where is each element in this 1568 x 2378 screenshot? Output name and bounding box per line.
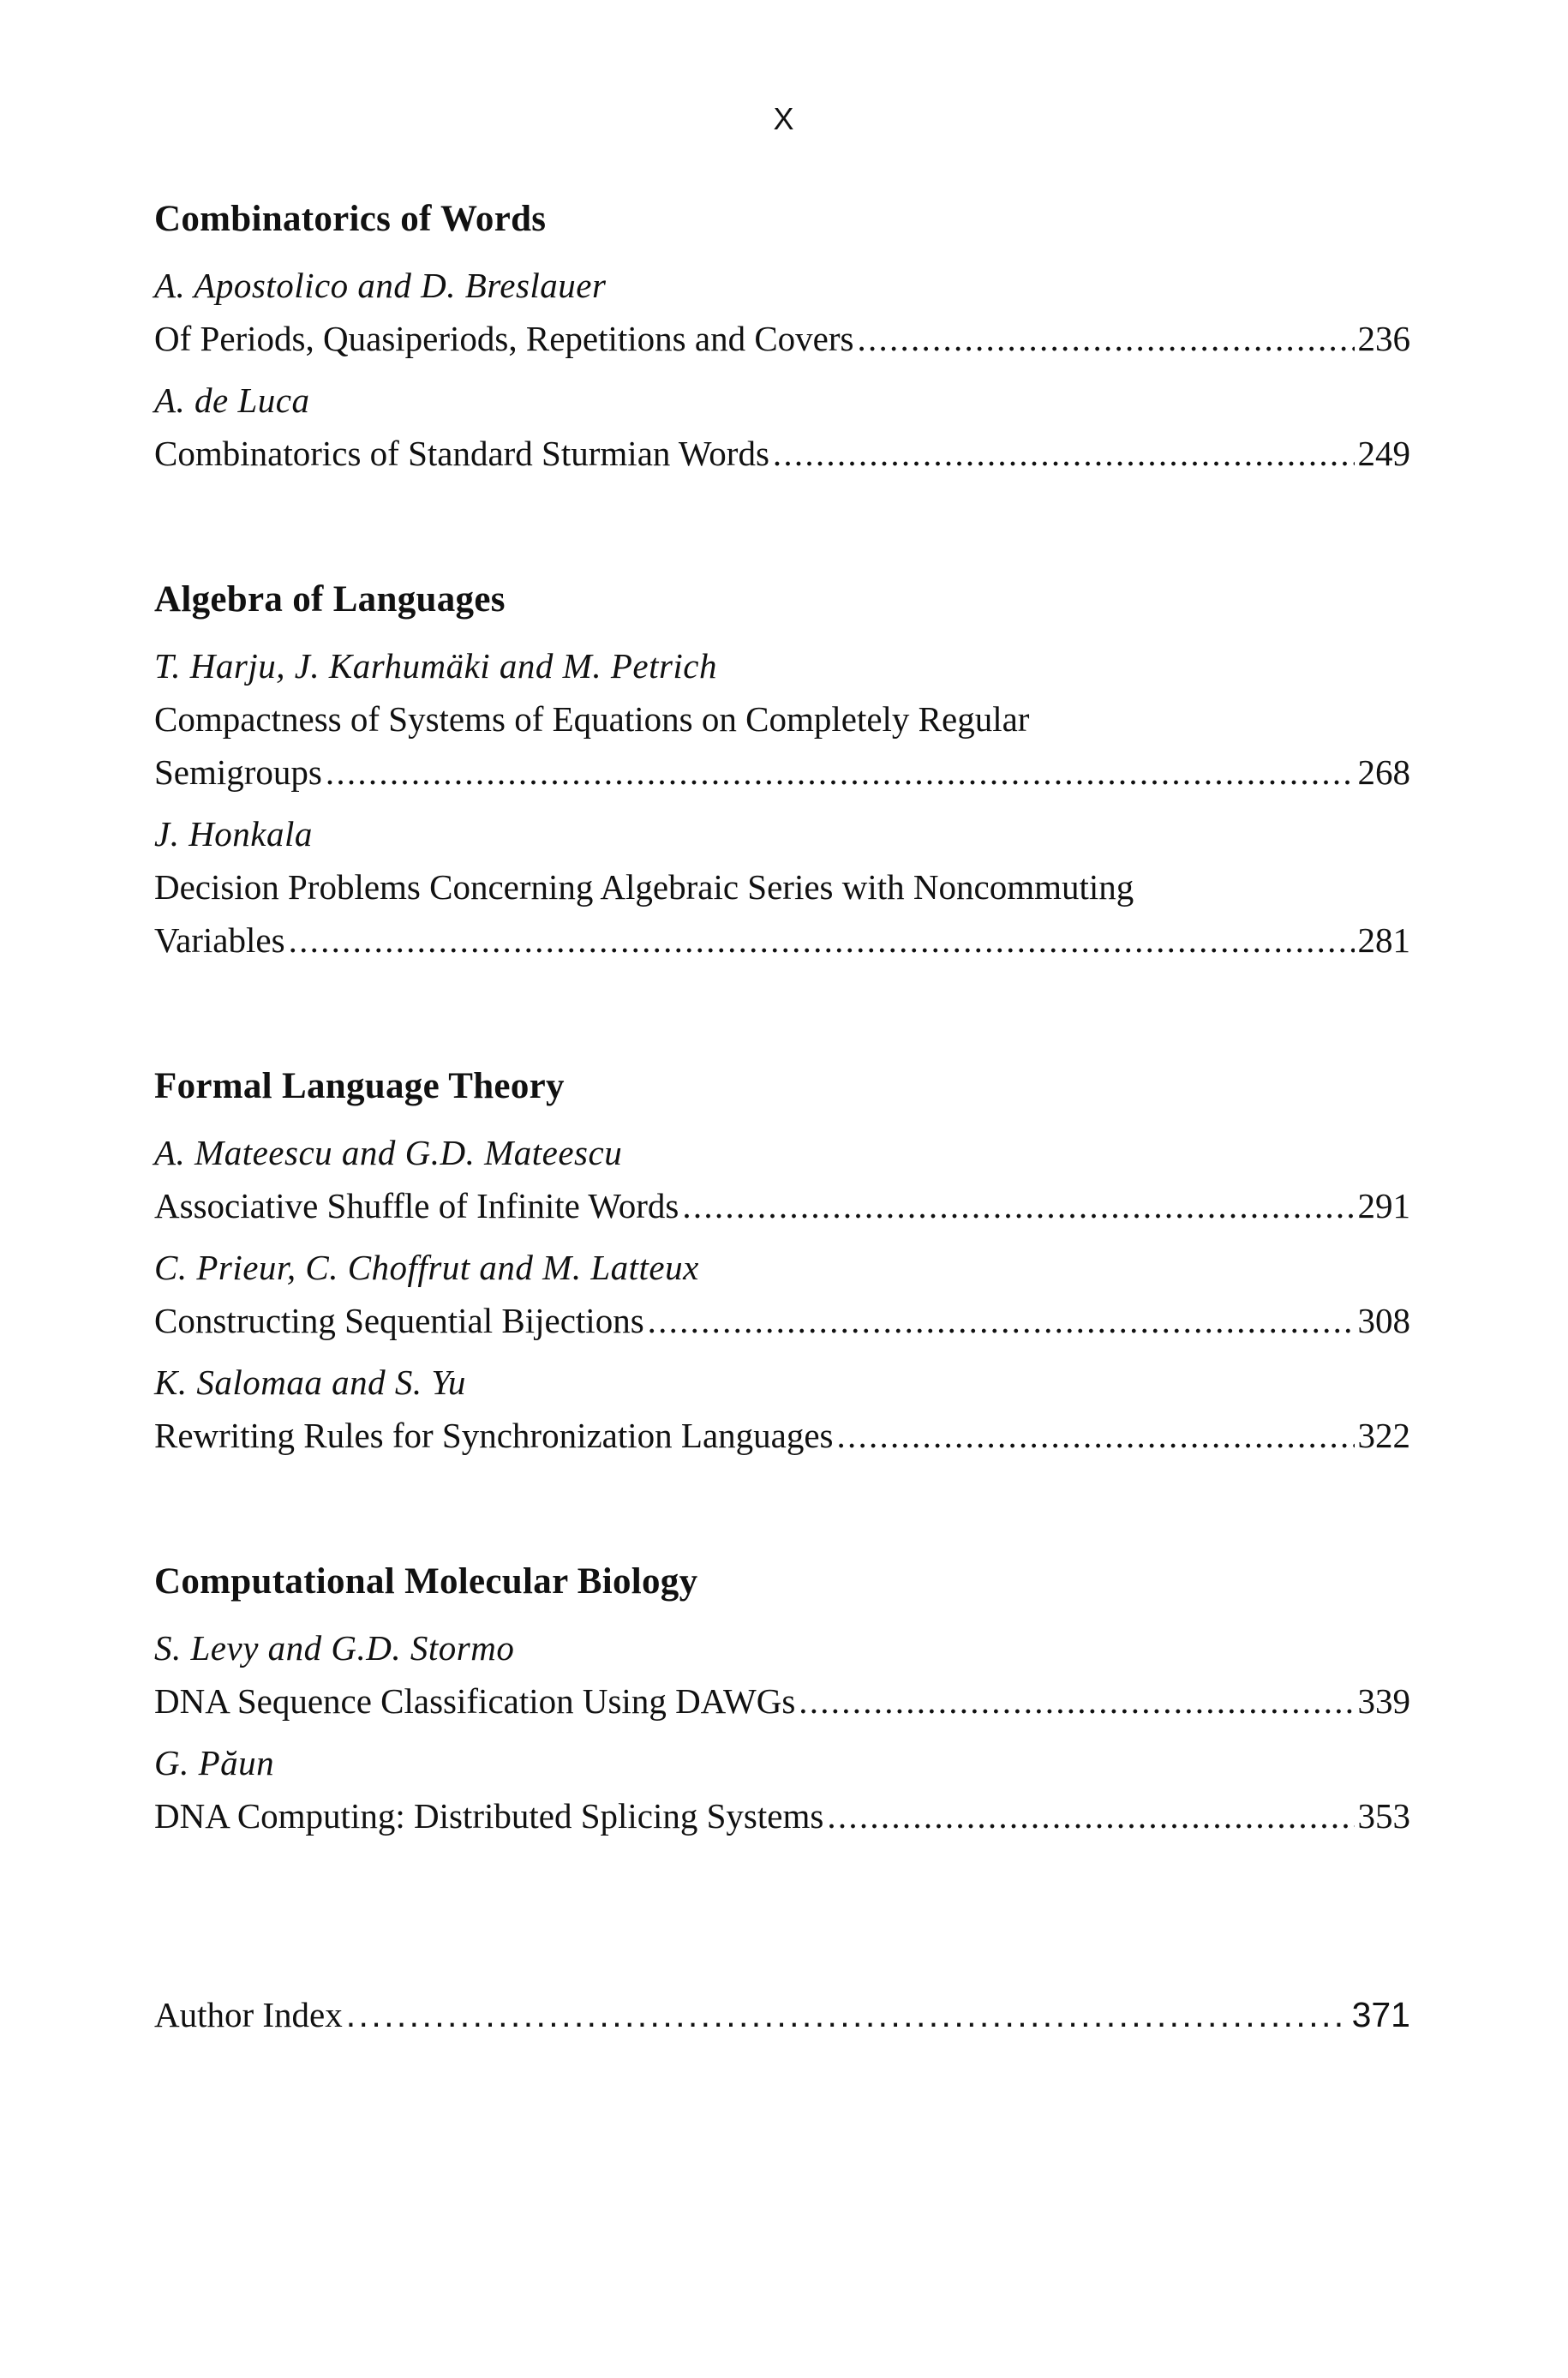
entry-page: 281 [1357, 920, 1410, 960]
entry-authors: A. Apostolico and D. Breslauer [154, 266, 607, 305]
entry-authors: G. Păun [154, 1743, 275, 1782]
section-title: Formal Language Theory [154, 1066, 565, 1106]
toc-entry [154, 1736, 1410, 1842]
dot-leader [799, 1674, 1354, 1728]
toc-entry [154, 1241, 1410, 1347]
entry-authors: S. Levy and G.D. Stormo [154, 1628, 515, 1668]
dot-leader [289, 913, 1355, 967]
toc-section [154, 1063, 1410, 1462]
toc-entry [154, 1356, 1410, 1462]
dot-leader [837, 1409, 1355, 1462]
entry-title-line [154, 1179, 1410, 1232]
dot-leader [326, 746, 1355, 799]
dot-leader [857, 312, 1354, 365]
dot-leader [346, 1988, 1349, 2041]
entry-title: Semigroups [154, 752, 322, 792]
author-index-page: 371 [1351, 1995, 1410, 2034]
entry-title-line [154, 312, 1410, 365]
section-title: Computational Molecular Biology [154, 1561, 698, 1602]
dot-leader [827, 1789, 1354, 1842]
entry-authors: K. Salomaa and S. Yu [154, 1363, 466, 1402]
entry-page: 268 [1357, 752, 1410, 792]
toc-section [154, 195, 1410, 480]
entry-page: 236 [1357, 319, 1410, 358]
toc-entry [154, 1621, 1410, 1728]
entry-page: 322 [1357, 1416, 1410, 1455]
section-title: Algebra of Languages [154, 579, 506, 620]
toc-entry [154, 374, 1410, 480]
section-title: Combinatorics of Words [154, 199, 547, 239]
dot-leader [773, 427, 1355, 480]
entry-title-line [154, 1789, 1410, 1842]
toc-entry [154, 639, 1410, 799]
toc-section [154, 576, 1410, 967]
entry-page: 249 [1357, 434, 1410, 473]
entry-title: Of Periods, Quasiperiods, Repetitions and Covers [154, 319, 854, 358]
entry-title-continued: Decision Problems Concerning Algebraic Series with Noncommuting [154, 867, 1134, 907]
entry-authors: A. Mateescu and G.D. Mateescu [154, 1133, 623, 1172]
entry-title: Combinatorics of Standard Sturmian Words [154, 434, 769, 473]
entry-page: 339 [1357, 1681, 1410, 1721]
toc-entry [154, 259, 1410, 365]
entry-title: DNA Computing: Distributed Splicing Systems [154, 1796, 824, 1836]
entry-authors: C. Prieur, C. Choffrut and M. Latteux [154, 1248, 699, 1287]
toc-entry [154, 1126, 1410, 1232]
entry-authors: J. Honkala [154, 814, 313, 854]
toc-entry [154, 807, 1410, 967]
table-of-contents [154, 195, 1410, 2041]
toc-section [154, 1558, 1410, 1842]
entry-authors: A. de Luca [154, 380, 310, 420]
entry-page: 353 [1357, 1796, 1410, 1836]
entry-title: Constructing Sequential Bijections [154, 1301, 644, 1340]
entry-authors: T. Harju, J. Karhumäki and M. Petrich [154, 646, 718, 686]
entry-title: Rewriting Rules for Synchronization Languages [154, 1416, 834, 1455]
entry-title-line [154, 1674, 1410, 1728]
entry-title-line [154, 746, 1410, 799]
dot-leader [682, 1179, 1354, 1232]
entry-title: Associative Shuffle of Infinite Words [154, 1186, 679, 1225]
entry-title: DNA Sequence Classification Using DAWGs [154, 1681, 796, 1721]
entry-page: 308 [1357, 1301, 1410, 1340]
dot-leader [648, 1294, 1355, 1347]
entry-title-line [154, 913, 1410, 967]
page-number: X [773, 101, 795, 136]
author-index-entry [154, 1988, 1410, 2041]
entry-page: 291 [1357, 1186, 1410, 1225]
entry-title: Variables [154, 920, 285, 960]
entry-title-line [154, 427, 1410, 480]
entry-title-continued: Compactness of Systems of Equations on Completely Regular [154, 699, 1030, 739]
entry-title-line [154, 1294, 1410, 1347]
author-index-label: Author Index [154, 1995, 343, 2034]
entry-title-line [154, 1409, 1410, 1462]
